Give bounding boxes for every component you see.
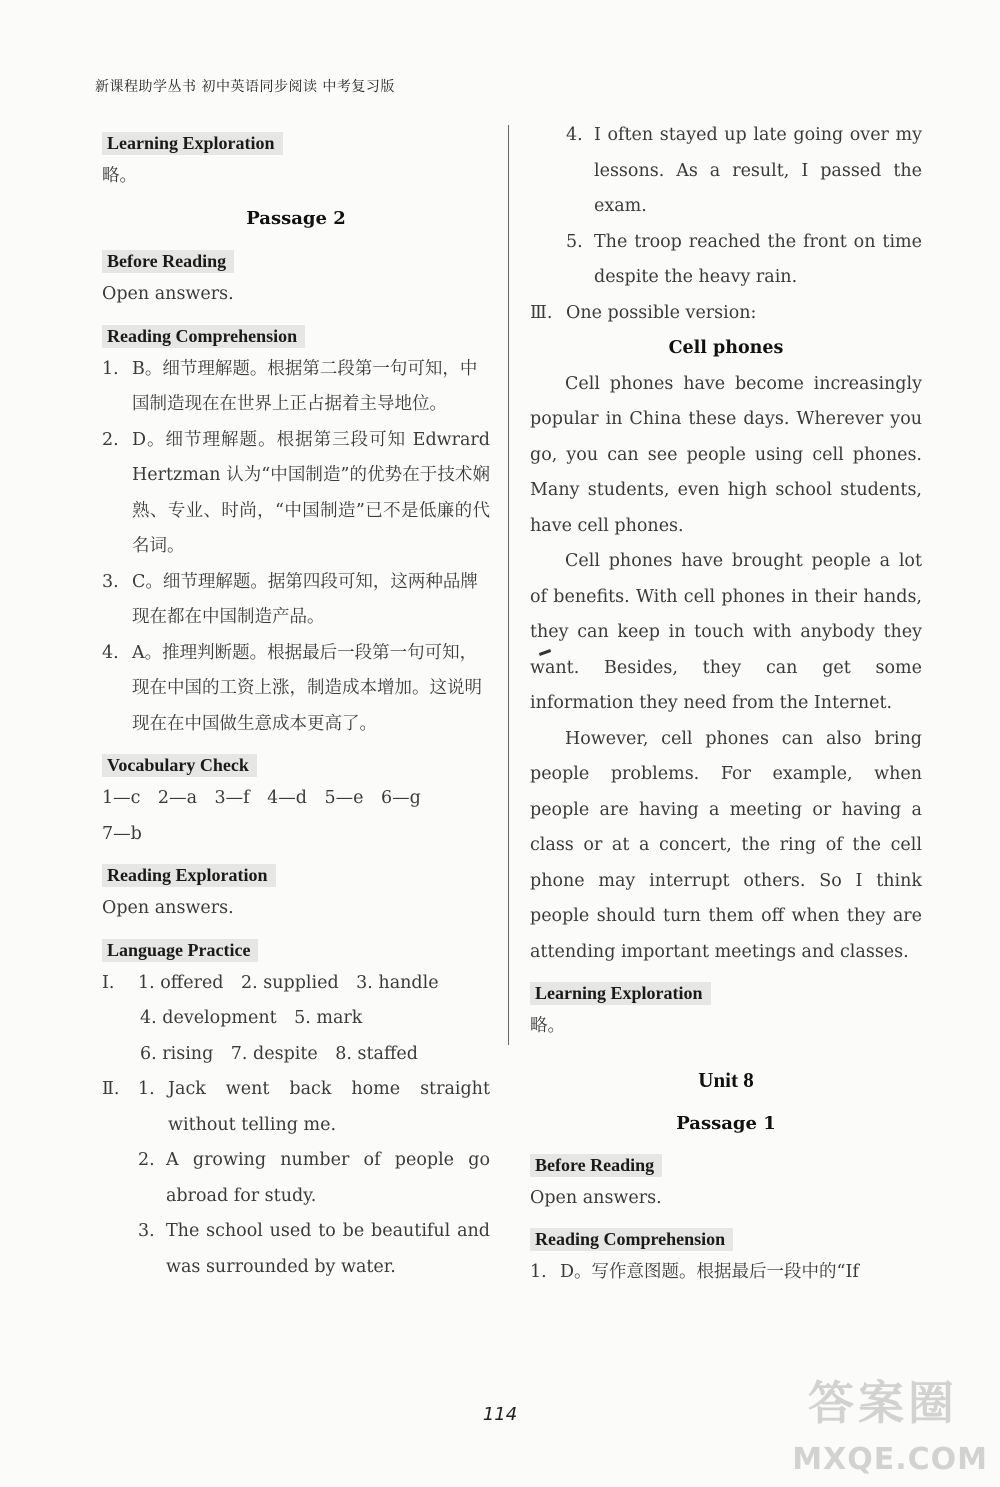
watermark-bottom-text: MXQE.COM — [792, 1442, 988, 1477]
answer-number: 1. — [138, 1079, 155, 1099]
practice-part-III — [530, 296, 922, 332]
left-column — [102, 118, 490, 1285]
vocabulary-answers-line: 1—c 2—a 3—f 4—d 5—e 6—g — [102, 788, 421, 808]
reading-exploration-text: Open answers. — [102, 898, 234, 918]
answer-number: 4. — [102, 642, 119, 663]
answer-text: I often stayed up late going over my lessons. As a result, I passed the exam. — [594, 125, 922, 216]
roman-numeral: Ⅰ. — [102, 972, 115, 993]
practice-answers-line: 1. offered 2. supplied 3. handle — [138, 972, 439, 993]
book-series-header: 新课程助学丛书 初中英语同步阅读 中考复习版 — [95, 79, 395, 95]
watermark-logo — [748, 1357, 988, 1477]
learning-exploration-text: 略。 — [530, 1016, 565, 1036]
answer-number: 2. — [102, 429, 119, 450]
answer-item — [530, 118, 922, 225]
passage-title: Passage 1 — [676, 1113, 776, 1134]
answer-text: The troop reached the front on time despite the heavy rain. — [594, 231, 922, 287]
vocabulary-answers-line: 7—b — [102, 823, 142, 844]
section-heading-vocabulary-check: Vocabulary Check — [102, 754, 257, 777]
answer-item — [530, 1255, 922, 1291]
section-heading-learning-exploration: Learning Exploration — [102, 132, 283, 155]
answer-item — [102, 1214, 490, 1285]
answer-number: 2. — [138, 1150, 155, 1170]
answer-text: D。细节理解题。根据第三段可知 Edwrard Hertzman 认为“中国制造”的优势在于技术娴熟、专业、时尚，“中国制造”已不是低廉的代名词。 — [132, 429, 490, 556]
answer-item — [530, 225, 922, 296]
section-heading-reading-comprehension: Reading Comprehension — [530, 1228, 733, 1251]
essay-paragraph: Cell phones have become increasingly popular in China these days. Wherever you go, you can see people using cell phones. Many students, even high school students, have cell phones. — [530, 373, 922, 536]
right-column — [530, 118, 922, 1291]
answer-number: 5. — [566, 231, 583, 252]
answer-item — [102, 636, 490, 743]
section-heading-before-reading: Before Reading — [102, 250, 234, 273]
section-heading-before-reading: Before Reading — [530, 1154, 662, 1177]
unit-title: Unit 8 — [698, 1067, 754, 1092]
answer-text: The school used to be beautiful and was surrounded by water. — [166, 1221, 490, 1277]
answer-text: C。细节理解题。据第四段可知，这两种品牌现在都在中国制造产品。 — [132, 571, 478, 627]
answer-text: A growing number of people go abroad for study. — [166, 1150, 490, 1206]
practice-answers-line: 6. rising 7. despite 8. staffed — [140, 1043, 418, 1064]
roman-numeral: Ⅲ. — [530, 302, 553, 323]
answer-item — [102, 352, 490, 423]
section-heading-language-practice: Language Practice — [102, 939, 258, 962]
practice-part-I — [102, 966, 490, 1002]
answer-text: D。写作意图题。根据最后一段中的“If — [560, 1262, 859, 1282]
answer-item — [102, 1143, 490, 1214]
answer-number: 3. — [138, 1221, 155, 1241]
answer-item — [102, 423, 490, 565]
answer-item — [102, 565, 490, 636]
answer-number: 4. — [566, 125, 583, 145]
column-divider — [508, 125, 509, 1045]
section-heading-reading-comprehension: Reading Comprehension — [102, 325, 305, 348]
passage-title: Passage 2 — [246, 207, 346, 229]
answer-text: Jack went back home straight without telling me. — [168, 1079, 490, 1135]
before-reading-text: Open answers. — [102, 284, 234, 304]
before-reading-text: Open answers. — [530, 1187, 662, 1208]
roman-numeral: Ⅱ. — [102, 1079, 120, 1099]
answer-number: 1. — [530, 1262, 547, 1282]
answer-number: 1. — [102, 358, 119, 379]
essay-paragraph: However, cell phones can also bring people problems. For example, when people are having a meeting or having a class or at a concert, the ring of the cell phone may interrupt others. So I think people should turn them off when they are attending important meetings and classes. — [530, 728, 922, 962]
practice-part-II — [102, 1072, 490, 1143]
section-heading-learning-exploration: Learning Exploration — [530, 982, 711, 1005]
page-number: 114 — [482, 1404, 518, 1425]
essay-paragraph: Cell phones have brought people a lot of benefits. With cell phones in their hands, they can keep in touch with anybody they want. Besides, they can get some information they need from the Internet. — [530, 551, 922, 713]
essay-title: Cell phones — [668, 338, 784, 358]
answer-number: 3. — [102, 571, 119, 592]
answer-text: A。推理判断题。根据最后一段第一句可知，现在中国的工资上涨，制造成本增加。这说明现在在中国做生意成本更高了。 — [132, 642, 482, 734]
watermark-top-text: 答案圈 — [808, 1376, 958, 1430]
practice-answers-line: 4. development 5. mark — [140, 1008, 363, 1028]
learning-exploration-text: 略。 — [102, 166, 137, 186]
section-heading-reading-exploration: Reading Exploration — [102, 864, 276, 887]
practice-text: One possible version: — [566, 302, 757, 323]
answer-text: B。细节理解题。根据第二段第一句可知，中国制造现在在世界上正占据着主导地位。 — [132, 358, 478, 414]
